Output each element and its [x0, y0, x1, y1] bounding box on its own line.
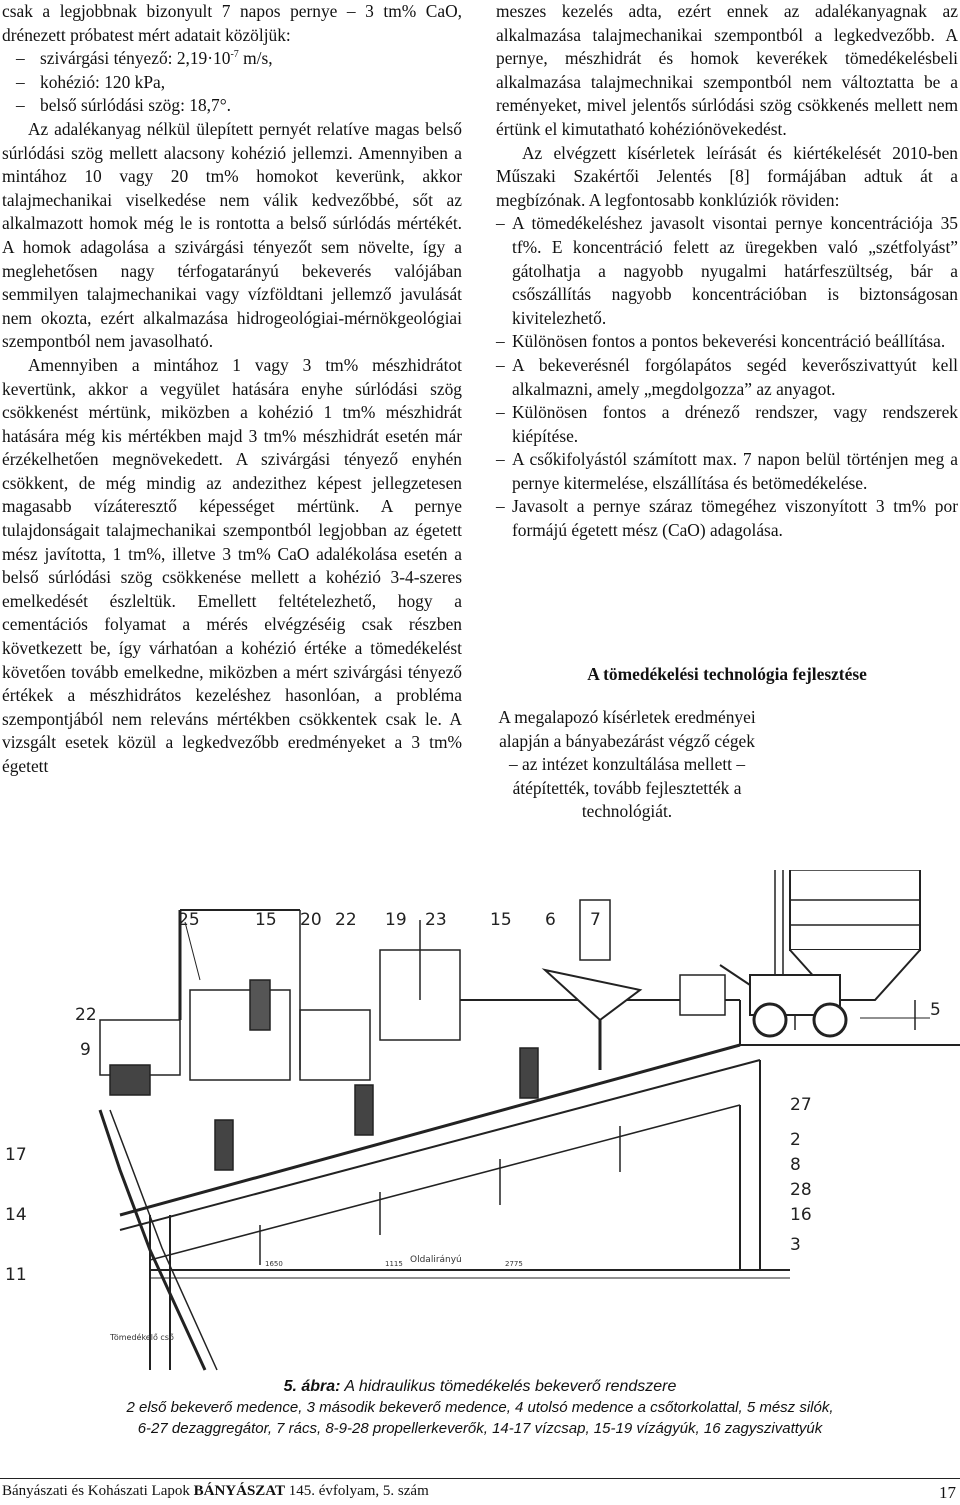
- callout-label: 28: [790, 1180, 812, 1200]
- callout-label: 16: [790, 1205, 812, 1225]
- conclusion-item: [496, 330, 958, 354]
- journal-section: BÁNYÁSZAT: [193, 1483, 286, 1499]
- conclusion-text: A bekeverésnél forgólapátos segéd keverőszivattyút kell alkalmazni, amely „megdolgozza” az anyagot.: [512, 354, 958, 399]
- section-heading: A tömedékelési technológia fejlesztése: [587, 664, 867, 684]
- list-item-unit: m/s,: [238, 48, 273, 69]
- callout-label: 27: [790, 1095, 812, 1115]
- propeller-mixer: [520, 1048, 538, 1098]
- list-item: [2, 47, 462, 71]
- list-item: [2, 71, 462, 95]
- callout-label: 5: [930, 1000, 941, 1020]
- intro-text: csak a legjobbnak bizonyult 7 napos pernye – 3 tm% CaO, drénezett próbatest mért adatait közöljük:: [2, 1, 462, 45]
- left-column: [2, 0, 462, 779]
- conclusion-text: A tömedékeléshez javasolt visontai pernye koncentrációja 35 tf%. E koncentráció felett az üregekben való „szétfolyást” gátolhatja a nagyobb nyugalmi határfeszültség, bár a csőszállítás nagyobb koncentrációban is biztonságosan kivitelezhető.: [512, 213, 958, 328]
- list-dash: –: [496, 331, 505, 352]
- dimension-label: 2775: [505, 1260, 523, 1268]
- dimension-label: 1650: [265, 1260, 283, 1268]
- mixing-system-diagram: [0, 870, 960, 1380]
- list-item: [2, 94, 462, 118]
- conclusion-text: Különösen fontos a drénező rendszer, vagy rendszerek kiépítése.: [512, 402, 958, 446]
- callout-label: 22: [335, 910, 357, 930]
- propeller-mixer: [355, 1085, 373, 1135]
- footer-rule: [0, 1478, 960, 1479]
- floor-label: Oldalirányú: [410, 1255, 462, 1265]
- callout-label: 6: [545, 910, 556, 930]
- right-column: [496, 0, 958, 543]
- callout-label: 19: [385, 910, 407, 930]
- pipe-label: Tömedékelő cső: [110, 1333, 174, 1342]
- paragraph: Az elvégzett kísérletek leírását és kiértékelését 2010-ben Műszaki Szakértői Jelentés [8] formájában adtuk át a megbízónak. A legfontosabb konklúziók röviden:: [496, 142, 958, 210]
- disaggregator: [580, 900, 610, 960]
- callout-label: 23: [425, 910, 447, 930]
- callout-label: 14: [5, 1205, 27, 1225]
- callout-label: 15: [255, 910, 277, 930]
- callout-label: 15: [490, 910, 512, 930]
- caption-title-text: A hidraulikus tömedékelés bekeverő rendszere: [340, 1378, 677, 1395]
- pump: [110, 1065, 150, 1095]
- truck-wheel: [814, 1004, 846, 1036]
- callout-label: 25: [178, 910, 200, 930]
- propeller-mixer: [250, 980, 270, 1030]
- callout-label: 7: [590, 910, 601, 930]
- journal-volume: 145. évfolyam, 5. szám: [288, 1483, 429, 1499]
- paragraph: Az adalékanyag nélkül ülepített pernyét relatíve magas belső súrlódási szög mellett alacsony kohézió jellemzi. Amennyiben a mintához 10 vagy 20 tm% homokot keverünk, akkor talajmechanikai viselkedése nem válik kedvezőbbé, sőt az alkalmazott homok még le is rontotta a belső súrlódás mértékét. A homok adagolása a szivárgási tényezőt sem növelte, így a meglehetősen nagy térfogatarányú bekeverés valójában semmilyen talajmechanikai vagy vízföldtani jellemző javulását nem okozta, ezért alkalmazása hidrogeológiai-mérnökgeológiai szempontból nem javasolható.: [2, 118, 462, 352]
- callout-label: 22: [75, 1005, 97, 1025]
- backfill-pipe: [110, 1110, 217, 1370]
- paragraph: Amennyiben a mintához 1 vagy 3 tm% mészhidrátot kevertünk, akkor a vegyület hatására enyhe súrlódási szög csökkenést mértünk, miközben a kohézió 1 tm% mészhidrát hatására még kis mértékben majd 3 tm% mészhidrát esetén már érzékelhetően megnövekedett. A szivárgási tényező enyhén csökkent, de még mindig az andezithez képest jellegzetesen magasabb vízáteresztő képességet mértünk. A pernye tulajdonságait talajmechanikai szempontból legjobban az égetett mész javította, 1 tm%, illetve 3 tm% CaO adalékolása esetén a belső súrlódási szög csökkenése mellett a kohézió 3-4-szeres emelkedését észleltük. Emellett feltételezhető, hogy a cementációs folyamat a mérés elvégzéséig csak részben következett be, így várhatóan a kohézió értéke a tömedékelést követően tovább emelkedne, miközben a mért szivárgási tényező értékek a mészhidrátos kezeléshez hasonlóan, a probléma szempontjából nem releváns mértékben csökkentek csak le. A vizsgált esetek közül a legkedvezőbb eredményeket a 3 tm% égetett: [2, 354, 462, 776]
- lime-silo: [790, 870, 920, 950]
- list-dash: –: [16, 95, 25, 116]
- list-dash: –: [496, 496, 505, 517]
- conclusion-text: A csőkifolyástól számított max. 7 napon belül történjen meg a pernye kitermelése, elszállítása és betömedékelése.: [512, 449, 958, 493]
- mixing-tank-3: [300, 1010, 370, 1080]
- conclusion-text: Különösen fontos a pontos bekeverési koncentráció beállítása.: [512, 331, 946, 352]
- callout-label: 20: [300, 910, 322, 930]
- backfill-pipe: [100, 1110, 205, 1370]
- mixing-tank-2: [190, 990, 290, 1080]
- conclusion-item: [496, 401, 958, 448]
- list-item-text: kohézió: 120 kPa,: [40, 71, 166, 92]
- caption-figure-number: 5. ábra:: [283, 1378, 341, 1395]
- callout-label: 17: [5, 1145, 27, 1165]
- caption-title: [0, 1376, 960, 1397]
- footer-journal: [2, 1483, 429, 1500]
- hopper: [545, 970, 640, 1020]
- page-footer: [0, 1468, 960, 1505]
- dimension-label: 1115: [385, 1260, 403, 1268]
- list-item-text: szivárgási tényező: 2,19·10: [40, 48, 231, 69]
- caption-line: 2 első bekeverő medence, 3 második bekeverő medence, 4 utolsó medence a csőtorkolattal, 5 mész silók,: [126, 1399, 834, 1416]
- list-dash: –: [496, 402, 505, 423]
- propeller-mixer: [215, 1120, 233, 1170]
- list-item-text: belső súrlódási szög: 18,7°.: [40, 95, 231, 116]
- page-number: 17: [939, 1483, 956, 1502]
- figure-caption: [0, 1376, 960, 1439]
- exponent: -7: [230, 49, 239, 61]
- figure-intro-text: A megalapozó kísérletek eredményei alapján a bányabezárást végző cégek – az intézet konzultálása mellett – átépítették, tovább fejlesztették a technológiát.: [498, 707, 756, 822]
- caption-line: 6-27 dezaggregátor, 7 rács, 8-9-28 propellerkeverők, 14-17 vízcsap, 15-19 vízágyúk, 16 zagyszivattyúk: [137, 1420, 823, 1437]
- list-dash: –: [16, 48, 25, 69]
- callout-label: 9: [80, 1040, 91, 1060]
- callout-label: 11: [5, 1265, 27, 1285]
- list-dash: –: [496, 213, 505, 234]
- list-dash: –: [496, 354, 505, 375]
- diagram-drawing: [100, 870, 960, 1370]
- journal-title: Bányászati és Kohászati Lapok: [2, 1483, 190, 1499]
- conclusion-item: [496, 448, 958, 495]
- truck-wheel: [754, 1004, 786, 1036]
- list-dash: –: [16, 71, 25, 92]
- conclusion-item: [496, 212, 958, 330]
- leader-line: [185, 922, 200, 980]
- paragraph: meszes kezelés adta, ezért ennek az adalékanyagnak az alkalmazása talajmechanikai szempontból a legkedvezőbb. A pernye, mészhidrát és homok keverékek tömedékelésbeli alkalmazása talajmechnikai szempontból nem változtatta be a reményeket, mivel jelentős súrlódási szög csökkenés mellett nem értünk el kimutatható kohéziónövekedést.: [496, 1, 958, 139]
- callout-label: 2: [790, 1130, 801, 1150]
- callout-label: 3: [790, 1235, 801, 1255]
- conclusion-item: [496, 495, 958, 542]
- callout-label: 8: [790, 1155, 801, 1175]
- conclusion-item: [496, 354, 958, 401]
- list-dash: –: [496, 449, 505, 470]
- grate: [680, 975, 725, 1015]
- conclusion-text: Javasolt a pernye száraz tömegéhez viszonyított 3 tm% por formájú égetett mész (CaO) adagolása.: [512, 496, 958, 541]
